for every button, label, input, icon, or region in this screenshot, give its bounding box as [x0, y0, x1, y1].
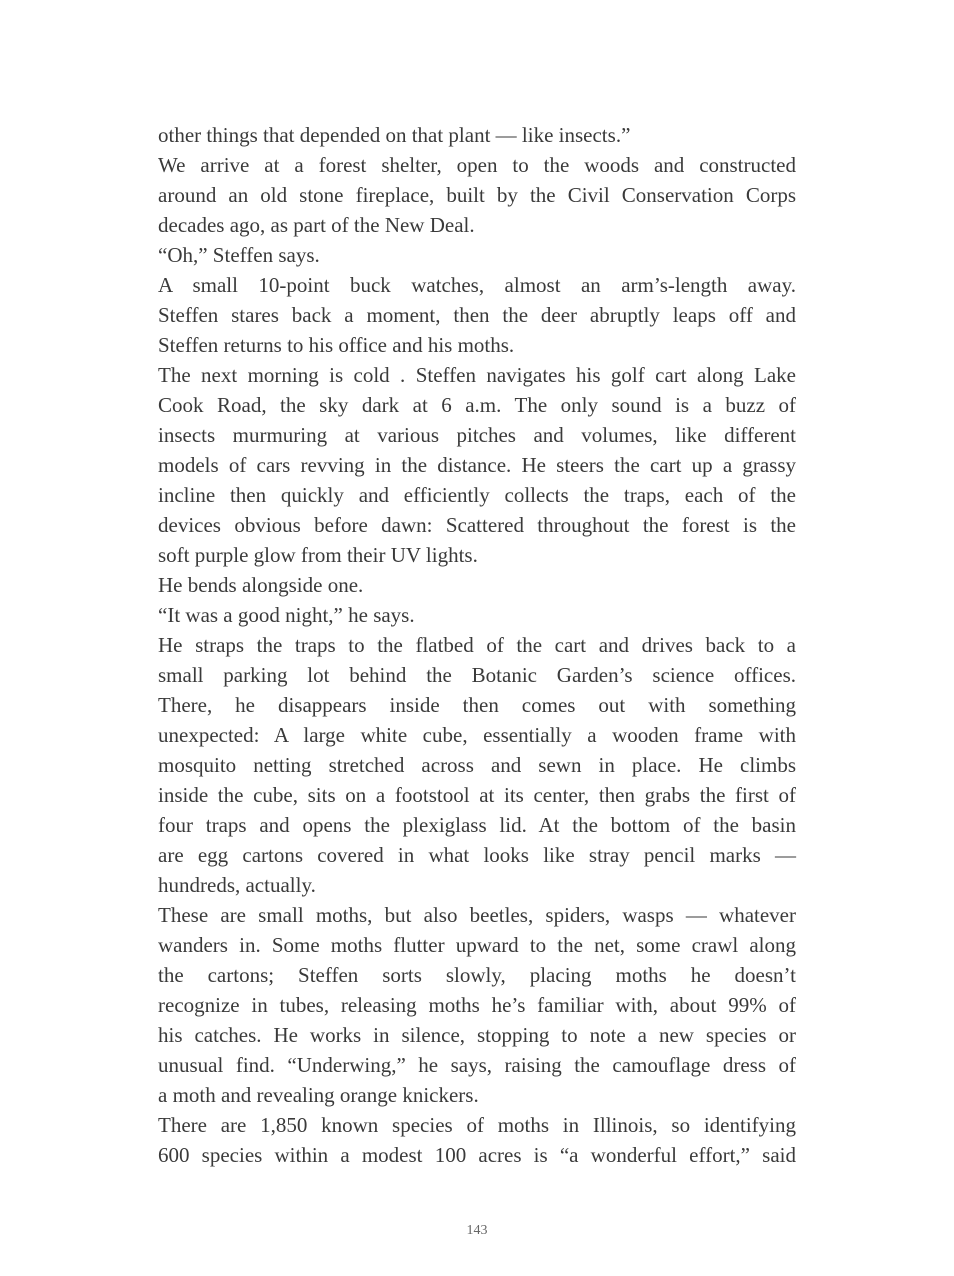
text-line: Steffen stares back a moment, then the deer abruptly leaps off and: [158, 303, 796, 327]
paragraph: [158, 120, 796, 150]
text-line: soft purple glow from their UV lights.: [158, 543, 478, 567]
text-line: incline then quickly and efficiently collects the traps, each of the: [158, 483, 796, 507]
text-line: a moth and revealing orange knickers.: [158, 1083, 479, 1107]
text-line: devices obvious before dawn: Scattered throughout the forest is the: [158, 513, 796, 537]
text-line: 600 species within a modest 100 acres is “a wonderful effort,” said: [158, 1143, 796, 1167]
text-line: He bends alongside one.: [158, 573, 364, 597]
text-line: models of cars revving in the distance. He steers the cart up a grassy: [158, 453, 796, 477]
paragraph: [158, 900, 796, 1110]
text-line: hundreds, actually.: [158, 873, 316, 897]
text-line: decades ago, as part of the New Deal.: [158, 213, 475, 237]
page-number: 143: [466, 1223, 488, 1238]
text-line: unexpected: A large white cube, essentially a wooden frame with: [158, 723, 796, 747]
text-line: are egg cartons covered in what looks like stray pencil marks —: [158, 843, 796, 867]
text-line: Steffen returns to his office and his moths.: [158, 333, 515, 357]
text-line: “It was a good night,” he says.: [158, 603, 415, 627]
text-line: A small 10-point buck watches, almost an arm’s-length away.: [158, 273, 796, 297]
paragraph: [158, 270, 796, 360]
text-line: the cartons; Steffen sorts slowly, placing moths he doesn’t: [158, 963, 796, 987]
text-line: four traps and opens the plexiglass lid. At the bottom of the basin: [158, 813, 796, 837]
paragraph: [158, 360, 796, 570]
paragraph: [158, 630, 796, 900]
text-line: He straps the traps to the flatbed of the cart and drives back to a: [158, 633, 796, 657]
text-line: recognize in tubes, releasing moths he’s familiar with, about 99% of: [158, 993, 796, 1017]
text-line: There are 1,850 known species of moths in Illinois, so identifying: [158, 1113, 796, 1137]
text-line: small parking lot behind the Botanic Garden’s science offices.: [158, 663, 796, 687]
text-line: These are small moths, but also beetles, spiders, wasps — whatever: [158, 903, 796, 927]
text-line: his catches. He works in silence, stopping to note a new species or: [158, 1023, 796, 1047]
text-line: There, he disappears inside then comes out with something: [158, 693, 796, 717]
text-line: Cook Road, the sky dark at 6 a.m. The only sound is a buzz of: [158, 393, 796, 417]
text-line: inside the cube, sits on a footstool at its center, then grabs the first of: [158, 783, 796, 807]
paragraph: [158, 600, 796, 630]
text-line: unusual find. “Underwing,” he says, raising the camouflage dress of: [158, 1053, 796, 1077]
text-line: “Oh,” Steffen says.: [158, 243, 320, 267]
paragraph: [158, 240, 796, 270]
text-line: other things that depended on that plant — like insects.”: [158, 123, 631, 147]
text-line: mosquito netting stretched across and sewn in place. He climbs: [158, 753, 796, 777]
paragraph: [158, 570, 796, 600]
paragraph: [158, 150, 796, 240]
text-line: We arrive at a forest shelter, open to the woods and constructed: [158, 153, 796, 177]
paragraph: [158, 1110, 796, 1170]
text-line: wanders in. Some moths flutter upward to the net, some crawl along: [158, 933, 796, 957]
body-text: [158, 120, 796, 1170]
text-line: insects murmuring at various pitches and volumes, like different: [158, 423, 796, 447]
text-line: The next morning is cold . Steffen navigates his golf cart along Lake: [158, 363, 796, 387]
text-line: around an old stone fireplace, built by the Civil Conservation Corps: [158, 183, 796, 207]
